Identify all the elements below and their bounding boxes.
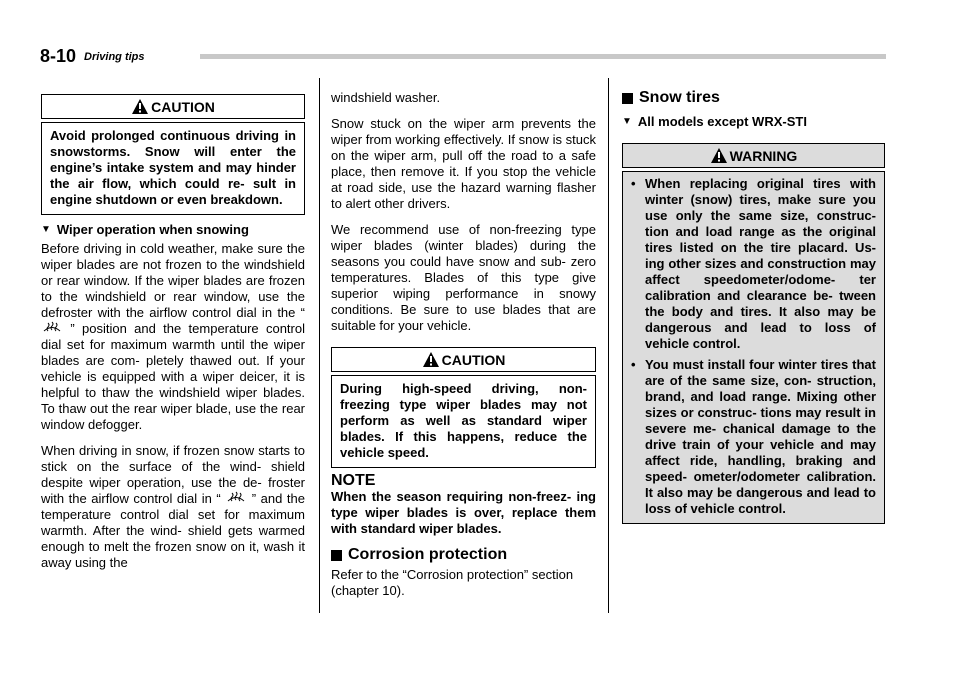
down-triangle-icon: ▼ bbox=[622, 116, 632, 127]
warning-label-box bbox=[622, 143, 885, 168]
page-header bbox=[40, 46, 886, 68]
paragraph-wiper-arm: Snow stuck on the wiper arm prevents the wiper from working effectively. If snow is stuck on the wiper arm, pull off the road to a safe place, then remove it. If you stop the vehicle at road side, use the hazard warning flasher to alert other drivers. bbox=[331, 116, 596, 211]
caution-label-box bbox=[331, 347, 596, 372]
corrosion-text: Refer to the “Corrosion protection” section (chapter 10). bbox=[331, 567, 574, 598]
header-rule bbox=[200, 54, 886, 59]
column-3 bbox=[622, 78, 885, 524]
warning-triangle-icon bbox=[131, 98, 149, 115]
warning-body bbox=[622, 171, 885, 524]
caution-box-2 bbox=[331, 347, 596, 468]
column-divider bbox=[319, 78, 320, 613]
caution-label: CAUTION bbox=[441, 351, 506, 368]
bullet-dot-icon: • bbox=[631, 357, 636, 372]
paragraph-text: ” position and the temperature control dial set for maximum warmth until the wiper blades are com- pletely thawed out. If your vehicle is equipped with a wiper deicer, it is helpful to thaw the windshield wiper blades. To thaw out the rear wiper blade, use the rear window defogger. bbox=[41, 321, 305, 432]
wiper-heading-text: Wiper operation when snowing bbox=[56, 222, 249, 237]
corrosion-heading-text: Corrosion protection bbox=[348, 546, 508, 563]
paragraph-text: Before driving in cold weather, make sure the wiper blades are not frozen to the windshield or rear window. If the wiper blades are frozen to the windshield or rear window, use the defroster with the airflow control dial in the “ bbox=[41, 241, 305, 320]
square-bullet-icon bbox=[622, 93, 633, 104]
warning-triangle-icon bbox=[710, 147, 728, 164]
note-title: NOTE bbox=[331, 472, 376, 489]
models-heading-text: All models except WRX-STI bbox=[637, 114, 807, 129]
page-number: 8-10 bbox=[40, 46, 77, 66]
paragraph-winter-blades: We recommend use of non-freezing type wiper blades (winter blades) during the seasons you could have snow and sub- zero temperatures. Blades of this type give superior wiping performance in snowy conditions. Be sure to use blades that are suitable for your vehicle. bbox=[331, 222, 596, 333]
warning-item-text: You must install four winter tires that are of the same size, con- struction, brand, and load range. Mixing other sizes or construc- tions may result in severe me- chanical damage to the drive train of your vehicle and may affect ride, handling, braking and speed- ometer/odometer calibration. It also may be dangerous and lead to loss of vehicle control. bbox=[645, 357, 876, 516]
paragraph-washer: windshield washer. bbox=[331, 90, 441, 105]
wiper-subheading bbox=[41, 222, 305, 238]
caution-box-1 bbox=[41, 94, 305, 215]
note-text: When the season requiring non-freez- ing type wiper blades is over, replace them with standard wiper blades. bbox=[331, 489, 596, 536]
warning-box bbox=[622, 143, 885, 524]
down-triangle-icon: ▼ bbox=[41, 224, 51, 235]
caution-label: CAUTION bbox=[151, 98, 215, 115]
bullet-dot-icon: • bbox=[631, 176, 636, 191]
warning-list bbox=[631, 176, 876, 517]
paragraph-driving-snow bbox=[41, 443, 305, 571]
section-title: Driving tips bbox=[84, 51, 145, 63]
column-1 bbox=[41, 78, 305, 571]
snow-tires-heading bbox=[622, 90, 885, 106]
column-2 bbox=[331, 78, 596, 599]
paragraph-text: ” and the temperature control dial set for maximum warmth. After the wind- shield gets warmed enough to melt the frozen snow on it, wash it away using the bbox=[41, 491, 305, 570]
snow-tires-heading-text: Snow tires bbox=[639, 89, 720, 106]
square-bullet-icon bbox=[331, 550, 342, 561]
column-divider bbox=[608, 78, 609, 613]
caution-text: Avoid prolonged continuous driving in snowstorms. Snow will enter the engine’s intake system and may hinder the air flow, which could re- sult in engine shutdown or even breakdown. bbox=[41, 122, 305, 215]
warning-label: WARNING bbox=[729, 147, 798, 164]
models-subheading bbox=[622, 114, 885, 130]
caution-label-box bbox=[41, 94, 305, 119]
windshield-defroster-icon bbox=[41, 321, 63, 335]
corrosion-heading bbox=[331, 547, 596, 563]
paragraph-cold-weather bbox=[41, 241, 305, 433]
list-item bbox=[631, 176, 876, 352]
warning-item-text: When replacing original tires with winter (snow) tires, make sure you use only the same size, construc- tion and load range as the original tires listed on the tire placard. Us- ing other sizes and construction may affect speedometer/odome- ter calibration and clearance be- tween the body and tires. It also may be dangerous and lead to loss of vehicle control. bbox=[645, 176, 876, 351]
caution-text: During high-speed driving, non- freezing type wiper blades may not perform as well as standard wiper blades. If this happens, reduce the vehicle speed. bbox=[331, 375, 596, 468]
warning-triangle-icon bbox=[422, 351, 440, 368]
list-item bbox=[631, 357, 876, 517]
windshield-defroster-icon bbox=[225, 491, 247, 505]
paragraph-text: When driving in snow, if frozen snow starts to stick on the surface of the wind- shield despite wiper operation, use the de- froster with the airflow control dial in “ bbox=[41, 443, 305, 506]
